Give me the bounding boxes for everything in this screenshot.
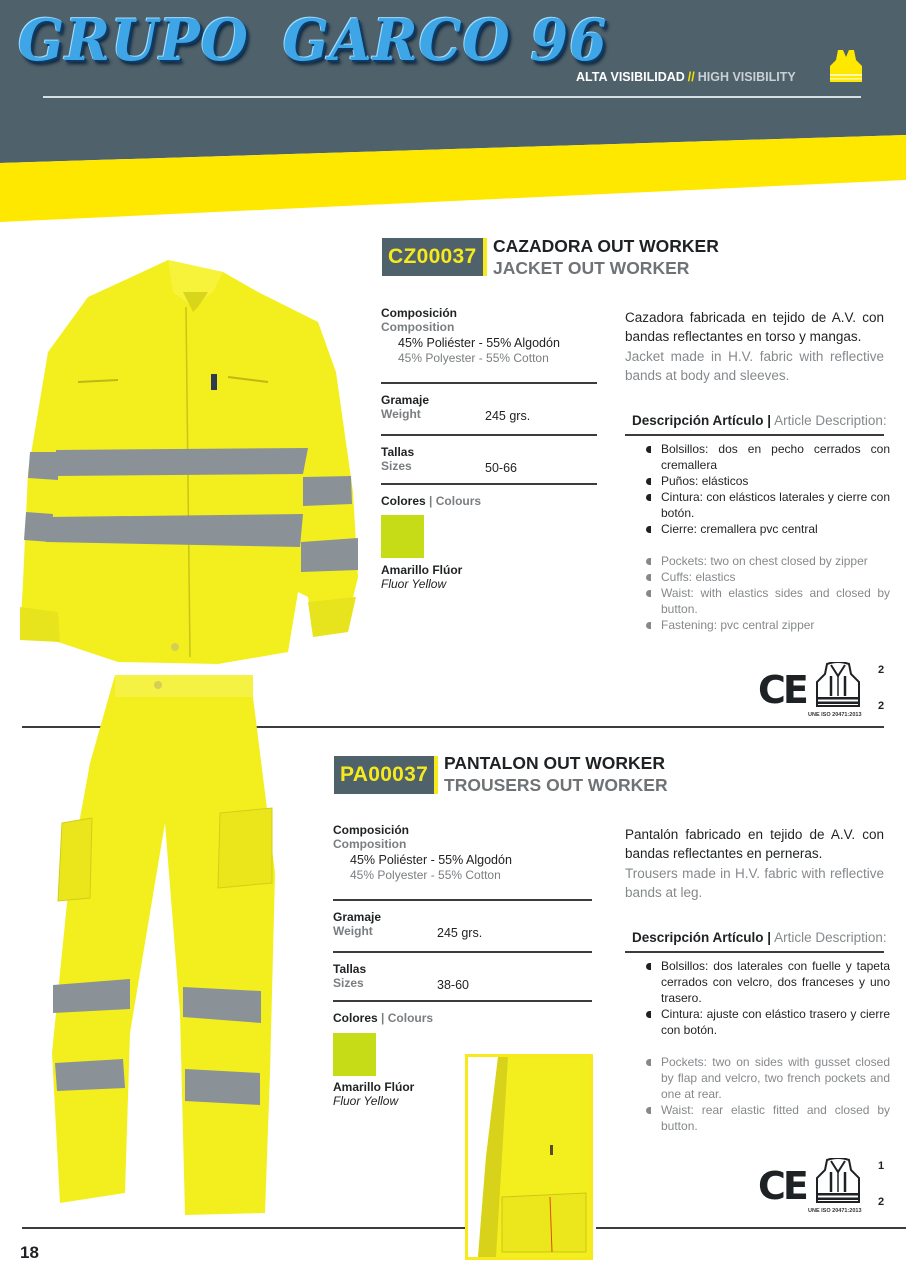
- sizes-label-es: Tallas: [333, 962, 367, 976]
- composition-label-en: Composition: [381, 320, 455, 334]
- colour-name-en: Fluor Yellow: [381, 577, 447, 591]
- composition-label-es: Composición: [381, 306, 458, 320]
- weight-label-es: Gramaje: [381, 393, 430, 407]
- iso-vest-pictogram-icon: [813, 1158, 863, 1204]
- colours-label-es: Colores: [381, 494, 426, 508]
- spec-divider: [381, 483, 597, 485]
- feature-item: Bolsillos: dos en pecho cerrados con cremallera: [645, 441, 890, 473]
- features-list-es: [645, 958, 890, 1038]
- article-heading-es: Descripción Artículo: [632, 930, 764, 945]
- iso-vest-pictogram-icon: [813, 662, 863, 708]
- product-title-en: JACKET OUT WORKER: [493, 258, 690, 278]
- sizes-value: 50-66: [485, 461, 517, 475]
- article-description-heading: [632, 413, 887, 428]
- composition-value-en: 45% Polyester - 55% Cotton: [398, 351, 549, 365]
- ce-mark-icon: CE: [758, 668, 806, 712]
- product-description-en: Jacket made in H.V. fabric with reflective bands at body and sleeves.: [625, 349, 884, 383]
- product-description-es: Cazadora fabricada en tejido de A.V. con bandas reflectantes en torso y mangas.: [625, 310, 884, 344]
- colours-label-en: Colours: [387, 1011, 434, 1025]
- feature-item: Waist: rear elastic fitted and closed by button.: [645, 1102, 890, 1134]
- weight-value: 245 grs.: [485, 409, 531, 423]
- brand-word-2: GARCO 96: [282, 6, 608, 74]
- colours-label-en: Colours: [435, 494, 482, 508]
- composition-value-en: 45% Polyester - 55% Cotton: [350, 868, 501, 882]
- article-divider: [625, 951, 884, 953]
- certification-block: [758, 660, 904, 722]
- product-title-es: PANTALON OUT WORKER: [444, 753, 665, 773]
- spec-divider: [333, 899, 592, 901]
- product-description-es: Pantalón fabricado en tejido de A.V. con bandas reflectantes en perneras.: [625, 827, 884, 861]
- ce-mark-icon: CE: [758, 1164, 806, 1208]
- footer-divider: [596, 1227, 906, 1229]
- brand-word-1: GRUPO: [18, 6, 249, 74]
- spec-divider: [381, 382, 597, 384]
- spec-divider: [333, 951, 592, 953]
- weight-label-en: Weight: [333, 924, 373, 938]
- trousers-product-image: [50, 673, 275, 1218]
- composition-label-en: Composition: [333, 837, 407, 851]
- product-code-badge: CZ00037: [382, 238, 487, 276]
- sizes-spec: [333, 962, 549, 990]
- composition-label-es: Composición: [333, 823, 410, 837]
- pocket-detail-image: [465, 1054, 593, 1260]
- colour-name-es: Amarillo Flúor: [381, 563, 463, 577]
- article-heading-es: Descripción Artículo: [632, 413, 764, 428]
- article-heading-en: Article Description:: [774, 413, 887, 428]
- sizes-spec: [381, 445, 597, 473]
- feature-item: Cuffs: elastics: [645, 569, 890, 585]
- composition-value-es: 45% Poliéster - 55% Algodón: [398, 336, 560, 350]
- sizes-label-es: Tallas: [381, 445, 415, 459]
- colours-separator: |: [381, 1011, 385, 1025]
- article-divider: [625, 434, 884, 436]
- colour-swatch-fluor-yellow: [333, 1033, 376, 1076]
- colours-heading: [333, 1011, 433, 1025]
- article-heading-en: Article Description:: [774, 930, 887, 945]
- feature-item: Cierre: cremallera pvc central: [645, 521, 890, 537]
- feature-item: Pockets: two on chest closed by zipper: [645, 553, 890, 569]
- cert-class-top: 1: [878, 1160, 885, 1172]
- sizes-label-en: Sizes: [381, 459, 412, 473]
- sizes-label-en: Sizes: [333, 976, 364, 990]
- brand-logo: [18, 6, 608, 73]
- colour-name-en: Fluor Yellow: [333, 1094, 399, 1108]
- weight-value: 245 grs.: [437, 926, 483, 940]
- colour-swatch-fluor-yellow: [381, 515, 424, 558]
- composition-spec: [333, 823, 549, 882]
- category-separator: //: [687, 70, 695, 84]
- article-description-heading: [632, 930, 887, 945]
- cert-class-bottom: 2: [878, 700, 885, 712]
- weight-spec: [333, 910, 549, 938]
- category-es: ALTA VISIBILIDAD: [576, 70, 685, 84]
- spec-divider: [333, 1000, 592, 1002]
- feature-item: Pockets: two on sides with gusset closed by flap and velcro, two french pockets and one at rear.: [645, 1054, 890, 1102]
- feature-item: Puños: elásticos: [645, 473, 890, 489]
- article-heading-separator: |: [767, 413, 772, 428]
- product-code-badge: PA00037: [334, 756, 438, 794]
- composition-value-es: 45% Poliéster - 55% Algodón: [350, 853, 512, 867]
- iso-standard: UNE ISO 20471:2013: [808, 1208, 862, 1214]
- iso-standard: UNE ISO 20471:2013: [808, 712, 862, 718]
- product-description-en: Trousers made in H.V. fabric with reflective bands at leg.: [625, 866, 884, 900]
- colours-label-es: Colores: [333, 1011, 378, 1025]
- spec-divider: [381, 434, 597, 436]
- hi-vis-vest-icon: [828, 48, 864, 84]
- sizes-value: 38-60: [437, 978, 469, 992]
- page-number: 18: [20, 1243, 39, 1262]
- weight-spec: [381, 393, 597, 421]
- header-divider: [43, 96, 861, 98]
- colours-heading: [381, 494, 481, 508]
- product-title-es: CAZADORA OUT WORKER: [493, 236, 719, 256]
- weight-label-es: Gramaje: [333, 910, 382, 924]
- feature-item: Bolsillos: dos laterales con fuelle y tapeta cerrados con velcro, dos franceses y uno trasero.: [645, 958, 890, 1006]
- certification-block: [758, 1156, 904, 1218]
- colour-name-es: Amarillo Flúor: [333, 1080, 415, 1094]
- feature-item: Waist: with elastics sides and closed by button.: [645, 585, 890, 617]
- feature-item: Cintura: con elásticos laterales y cierre con botón.: [645, 489, 890, 521]
- composition-spec: [381, 306, 597, 365]
- category-en: HIGH VISIBILITY: [697, 70, 796, 84]
- feature-item: Fastening: pvc central zipper: [645, 617, 890, 633]
- cert-class-bottom: 2: [878, 1196, 885, 1208]
- jacket-product-image: [18, 252, 363, 687]
- product-title-en: TROUSERS OUT WORKER: [444, 775, 668, 795]
- category-label: [576, 70, 796, 84]
- cert-class-top: 2: [878, 664, 885, 676]
- features-list-es: [645, 441, 890, 537]
- feature-item: Cintura: ajuste con elástico trasero y cierre con botón.: [645, 1006, 890, 1038]
- features-list-en: [645, 553, 890, 633]
- article-heading-separator: |: [767, 930, 772, 945]
- features-list-en: [645, 1054, 890, 1134]
- footer-divider: [22, 1227, 465, 1229]
- weight-label-en: Weight: [381, 407, 421, 421]
- colours-separator: |: [429, 494, 433, 508]
